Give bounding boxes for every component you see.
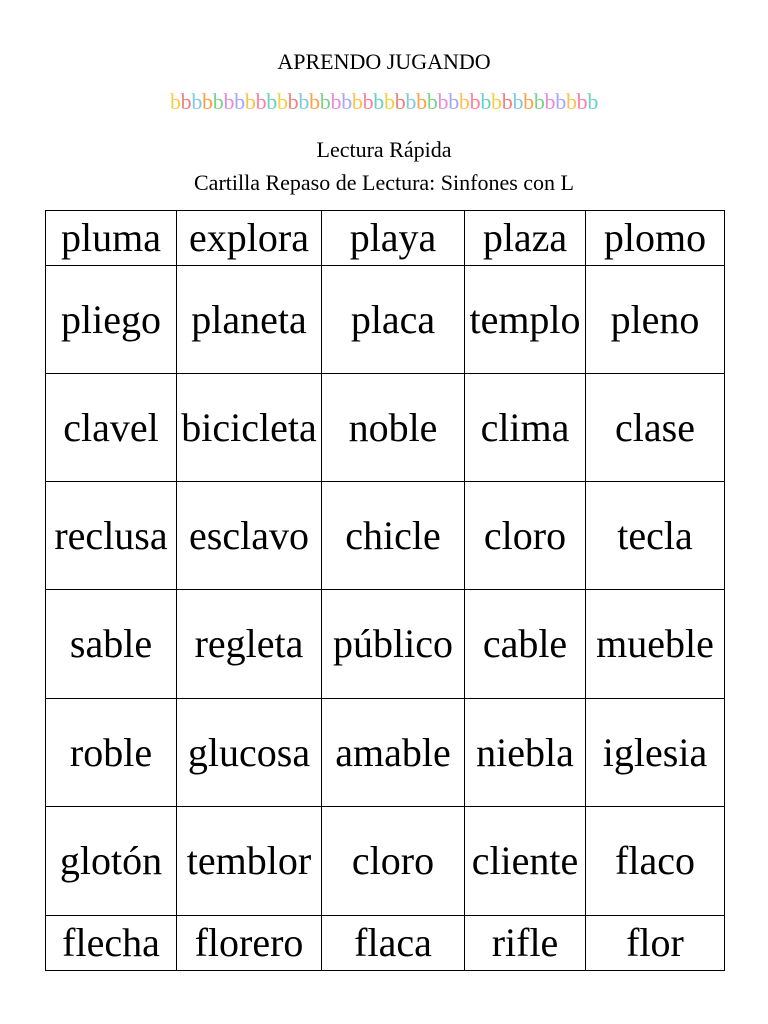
- word-cell: cliente: [465, 807, 586, 916]
- word-cell: roble: [46, 699, 177, 807]
- decorative-letter: b: [458, 89, 470, 114]
- decorative-letter: b: [373, 89, 384, 114]
- decorative-letter: b: [555, 89, 566, 114]
- word-cell: cloro: [465, 482, 586, 590]
- word-cell: clase: [586, 374, 725, 482]
- decorative-letter: b: [212, 89, 224, 114]
- decorative-letter: b: [191, 89, 203, 114]
- decorative-letter: b: [255, 89, 267, 114]
- table-row: [46, 807, 725, 916]
- word-cell: pliego: [46, 266, 177, 374]
- page-subtitle-secondary: Cartilla Repaso de Lectura: Sinfones con L: [194, 170, 574, 195]
- decorative-letter: b: [234, 89, 245, 114]
- word-cell: iglesia: [586, 699, 725, 807]
- decorative-letter: b: [533, 89, 545, 114]
- decorative-letter: b: [448, 89, 459, 114]
- word-table: [45, 210, 725, 971]
- decorative-letter: b: [512, 89, 524, 114]
- page-subtitle: Lectura Rápida: [316, 137, 452, 162]
- word-cell: mueble: [586, 590, 725, 699]
- word-cell: temblor: [177, 807, 322, 916]
- decorative-letter: b: [416, 89, 427, 114]
- decorative-letter: b: [223, 89, 235, 114]
- decorative-letter: b: [480, 89, 492, 114]
- word-cell: rifle: [465, 916, 586, 971]
- decorative-letter-strip: [0, 88, 768, 116]
- word-cell: playa: [322, 211, 465, 266]
- table-row: [46, 916, 725, 971]
- decorative-letter: b: [565, 89, 577, 114]
- word-cell: esclavo: [177, 482, 322, 590]
- word-cell: placa: [322, 266, 465, 374]
- word-cell: sable: [46, 590, 177, 699]
- word-cell: cable: [465, 590, 586, 699]
- word-cell: público: [322, 590, 465, 699]
- decorative-letter: b: [169, 89, 181, 114]
- decorative-letter: b: [437, 89, 449, 114]
- decorative-letter: b: [576, 89, 588, 114]
- word-cell: pluma: [46, 211, 177, 266]
- decorative-letter: b: [276, 89, 288, 114]
- word-cell: pleno: [586, 266, 725, 374]
- word-cell: flor: [586, 916, 725, 971]
- word-cell: explora: [177, 211, 322, 266]
- word-cell: tecla: [586, 482, 725, 590]
- decorative-letter: b: [202, 89, 213, 114]
- word-cell: chicle: [322, 482, 465, 590]
- word-cell: templo: [465, 266, 586, 374]
- decorative-letter: b: [266, 89, 277, 114]
- decorative-letter: b: [180, 89, 192, 114]
- word-cell: planeta: [177, 266, 322, 374]
- decorative-letter: b: [544, 89, 556, 114]
- decorative-letter: b: [501, 89, 513, 114]
- decorative-letter: b: [298, 89, 310, 114]
- decorative-letter: b: [319, 89, 331, 114]
- word-cell: cloro: [322, 807, 465, 916]
- decorative-letter: b: [469, 89, 481, 114]
- decorative-letter: b: [309, 89, 320, 114]
- word-cell: flaca: [322, 916, 465, 971]
- decorative-letter: b: [244, 89, 256, 114]
- word-cell: glucosa: [177, 699, 322, 807]
- word-cell: reclusa: [46, 482, 177, 590]
- word-cell: clima: [465, 374, 586, 482]
- page-title: APRENDO JUGANDO: [277, 49, 491, 74]
- decorative-letter: b: [394, 89, 406, 114]
- word-cell: glotón: [46, 807, 177, 916]
- table-row: [46, 482, 725, 590]
- table-row: [46, 266, 725, 374]
- word-cell: flecha: [46, 916, 177, 971]
- word-cell: regleta: [177, 590, 322, 699]
- decorative-letter: b: [362, 89, 374, 114]
- word-cell: florero: [177, 916, 322, 971]
- word-cell: amable: [322, 699, 465, 807]
- decorative-letter: b: [351, 89, 363, 114]
- decorative-letter: b: [384, 89, 395, 114]
- word-cell: noble: [322, 374, 465, 482]
- decorative-letter: b: [405, 89, 417, 114]
- decorative-letter: b: [341, 89, 352, 114]
- word-cell: plomo: [586, 211, 725, 266]
- decorative-letter: b: [287, 89, 299, 114]
- table-row: [46, 211, 725, 266]
- table-row: [46, 374, 725, 482]
- decorative-letter: b: [523, 89, 534, 114]
- word-cell: clavel: [46, 374, 177, 482]
- decorative-letter: b: [491, 89, 502, 114]
- word-cell: bicicleta: [177, 374, 322, 482]
- word-cell: flaco: [586, 807, 725, 916]
- decorative-letter: b: [587, 89, 599, 114]
- table-row: [46, 699, 725, 807]
- table-row: [46, 590, 725, 699]
- decorative-letter: b: [330, 89, 342, 114]
- word-cell: plaza: [465, 211, 586, 266]
- decorative-letter: b: [426, 89, 438, 114]
- word-cell: niebla: [465, 699, 586, 807]
